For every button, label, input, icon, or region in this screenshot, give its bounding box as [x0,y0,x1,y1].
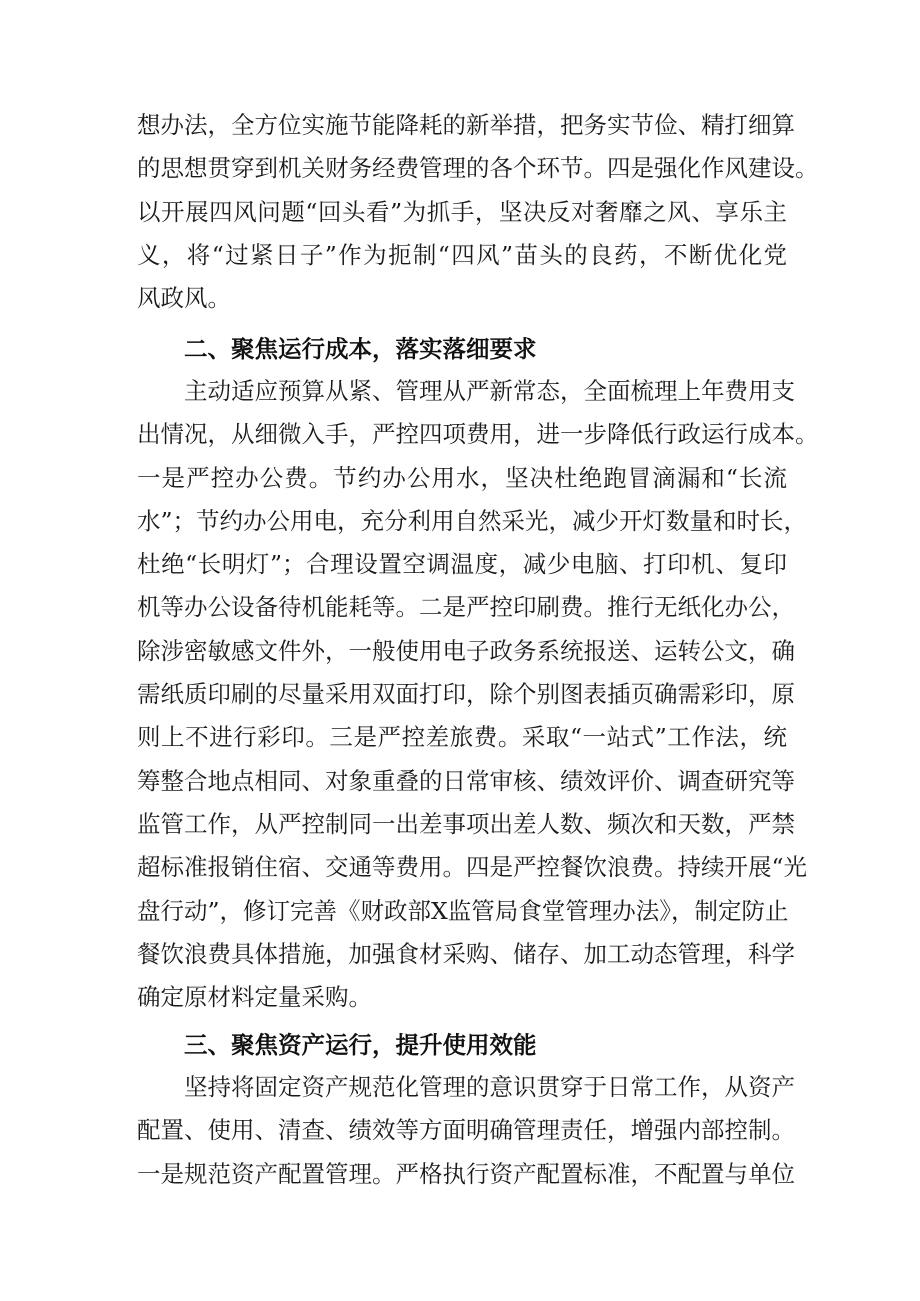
paragraph-line: 筹整合地点相同、对象重叠的日常审核、绩效评价、调查研究等 [137,766,795,795]
paragraph-line: 义，将“过紧日子”作为扼制“四风”苗头的良药，不断优化党 [137,240,787,269]
paragraph-line: 出情况，从细微入手，严控四项费用，进一步降低行政运行成本。 [137,420,819,449]
section-heading-2: 二、聚焦运行成本，落实落细要求 [184,335,537,363]
paragraph-line: 主动适应预算从紧、管理从严新常态，全面梳理上年费用支 [184,377,795,405]
paragraph-line: 则上不进行彩印。三是严控差旅费。采取“一站式”工作法，统 [137,723,787,752]
paragraph-line: 风政风。 [137,284,231,313]
paragraph-line: 一是严控办公费。节约办公用水，坚决杜绝跑冒滴漏和“长流 [137,463,787,492]
paragraph-line: 的思想贯穿到机关财务经费管理的各个环节。四是强化作风建设。 [137,154,819,183]
paragraph-line: 想办法，全方位实施节能降耗的新举措，把务实节俭、精打细算 [137,111,795,139]
paragraph-line: 杜绝“长明灯”；合理设置空调温度，减少电脑、打印机、复印 [137,550,787,579]
paragraph-2 [137,370,819,1019]
paragraph-line: 超标准报销住宿、交通等费用。四是严控餐饮浪费。持续开展“光 [137,853,808,882]
paragraph-line: 以开展四风问题“回头看”为抓手，坚决反对奢靡之风、享乐主 [137,197,787,226]
paragraph-line: 水”；节约办公用电，充分利用自然采光，减少开灯数量和时长， [137,506,808,535]
paragraph-line: 餐饮浪费具体措施，加强食材采购、储存、加工动态管理，科学 [137,939,795,968]
paragraph-line: 配置、使用、清查、绩效等方面明确管理责任，增强内部控制。 [137,1116,795,1145]
paragraph-3 [137,1066,795,1196]
paragraph-line: 盘行动”，修订完善《财政部X监管局食堂管理办法》，制定防止 [137,896,789,925]
paragraph-line: 机等办公设备待机能耗等。二是严控印刷费。推行无纸化办公， [137,593,795,622]
paragraph-line: 除涉密敏感文件外，一般使用电子政务系统报送、运转公文，确 [137,636,795,665]
paragraph-line: 需纸质印刷的尽量采用双面打印，除个别图表插页确需彩印，原 [137,680,795,709]
section-heading-3: 三、聚焦资产运行，提升使用效能 [184,1031,537,1059]
paragraph-line: 监管工作，从严控制同一出差事项出差人数、频次和天数，严禁 [137,809,795,838]
paragraph-line: 确定原材料定量采购。 [137,983,372,1012]
paragraph-1 [137,104,819,320]
paragraph-line: 一是规范资产配置管理。严格执行资产配置标准，不配置与单位 [137,1159,795,1188]
paragraph-line: 坚持将固定资产规范化管理的意识贯穿于日常工作，从资产 [184,1073,795,1101]
